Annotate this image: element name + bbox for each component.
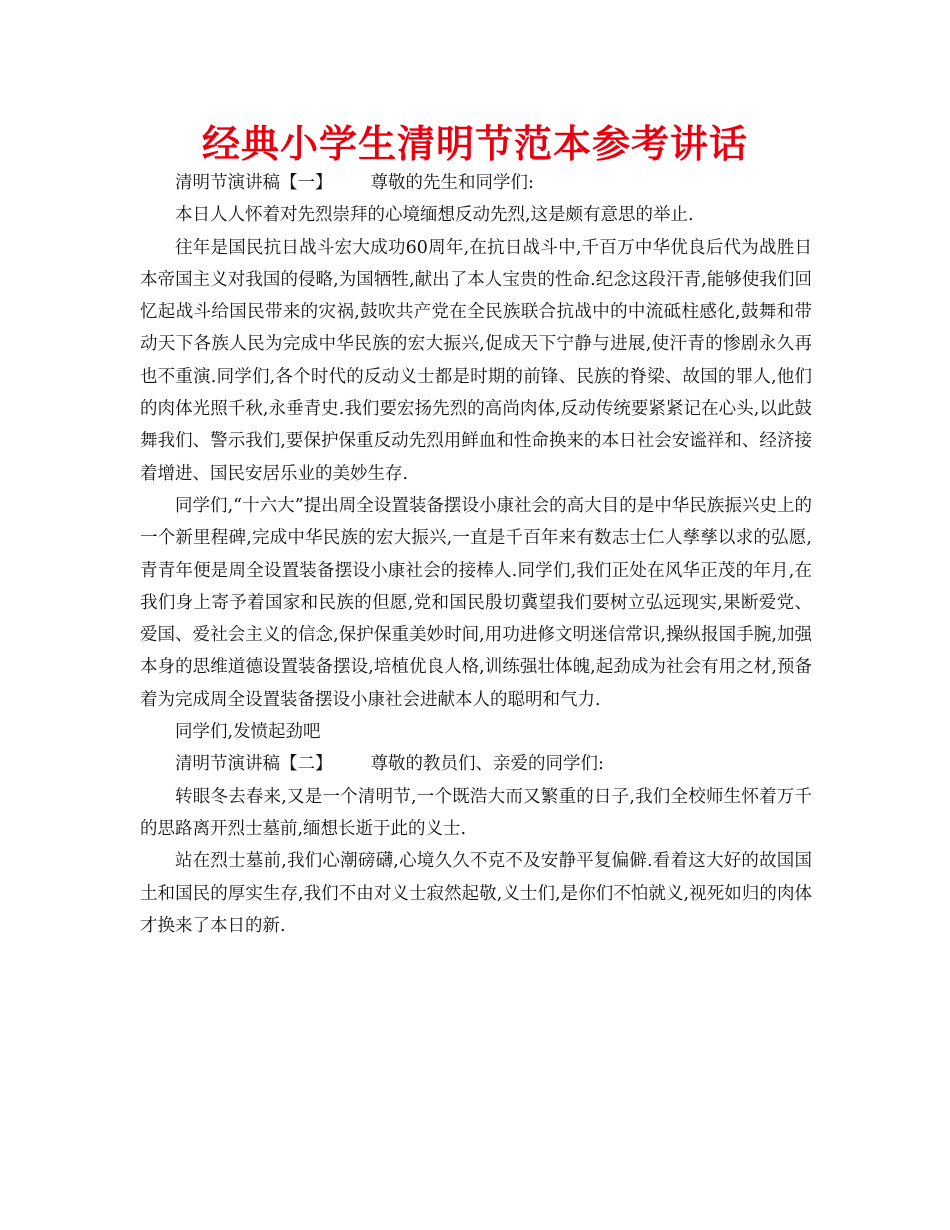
section-2-salutation: 尊敬的教员们、亲爱的同学们:	[370, 754, 604, 775]
section-1-salutation: 尊敬的先生和同学们:	[370, 173, 534, 193]
document-body	[140, 167, 812, 942]
section-2-paragraph-2: 站在烈士墓前,我们心潮磅礴,心境久久不克不及安静平复偏僻.看着这大好的故国国土和国民的厚实生存,我们不由对义士寂然起敬,义士们,是你们不怕就义,视死如归的肉体才换来了本日的新.	[140, 851, 812, 936]
section-1-paragraph-2: 往年是国民抗日战斗宏大成功60周年,在抗日战斗中,千百万中华优良后代为战胜日本帝国主义对我国的侵略,为国牺牲,献出了本人宝贵的性命.纪念这段汗青,能够使我们回忆起战斗给国民带来的灾祸,鼓吹共产党在全民族联合抗战中的中流砥柱感化,鼓舞和带动天下各族人民为完成中华民族的宏大振兴,促成天下宁静与进展,使汗青的惨剧永久再也不重演.同学们,各个时代的反动义士都是时期的前锋、民族的脊梁、故国的罪人,他们的肉体光照千秋,永垂青史.我们要宏扬先烈的高尚肉体,反动传统要紧紧记在心头,以此鼓舞我们、警示我们,要保护保重反动先烈用鲜血和性命换来的本日社会安谧祥和、经济接着增进、国民安居乐业的美妙生存.	[140, 237, 812, 484]
section-1-heading: 清明节演讲稿【一】	[175, 173, 333, 193]
section-1-paragraph-1: 本日人人怀着对先烈崇拜的心境缅想反动先烈,这是颇有意思的举止.	[175, 205, 694, 226]
section-1-paragraph-3: 同学们,“十六大”提出周全设置装备摆设小康社会的高大目的是中华民族振兴史上的一个新里程碑,完成中华民族的宏大振兴,一直是千百年来有数志士仁人孳孳以求的弘愿,青青年便是周全设置装备摆设小康社会的接棒人.同学们,我们正处在风华正茂的年月,在我们身上寄予着国家和民族的但愿,党和国民殷切冀望我们要树立弘远现实,果断爱党、爱国、爱社会主义的信念,保护保重美妙时间,用功进修文明迷信常识,操纵报国手腕,加强本身的思维道德设置装备摆设,培植优良人格,训练强壮体魄,起劲成为社会有用之材,预备着为完成周全设置装备摆设小康社会进献本人的聪明和气力.	[140, 495, 812, 710]
section-2-heading-line	[140, 748, 812, 780]
section-2-heading: 清明节演讲稿【二】	[175, 754, 333, 775]
section-1-heading-line	[140, 167, 812, 199]
section-1-paragraph-4: 同学们,发愤起劲吧	[175, 722, 321, 743]
document-title: 经典小学生清明节范本参考讲话	[201, 122, 748, 166]
section-2-paragraph-1: 转眼冬去春来,又是一个清明节,一个既浩大而又繁重的日子,我们全校师生怀着万千的思路离开烈士墓前,缅想长逝于此的义士.	[140, 786, 812, 839]
